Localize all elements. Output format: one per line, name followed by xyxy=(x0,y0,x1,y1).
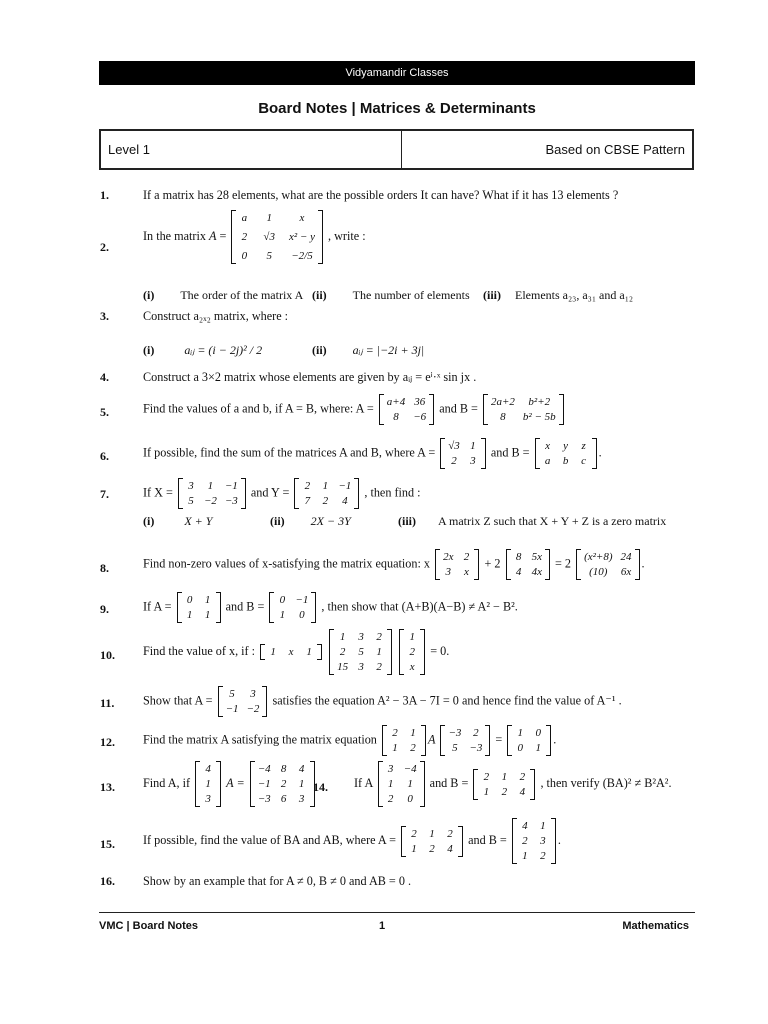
matrix-3: (x²+8) 24 (10) 6x xyxy=(576,549,639,580)
question-number: 7. xyxy=(100,487,109,501)
question-text: Find the matrix A satisfying the matrix equation xyxy=(143,732,377,747)
equals-two: = 2 xyxy=(555,556,572,571)
question-text-cont: satisfies the equation A² − 3A − 7I = 0 and hence find the value of A⁻¹ . xyxy=(272,693,622,708)
question-text-cont: , then verify (BA)² ≠ B²A². xyxy=(540,775,672,790)
footer-subject: Mathematics xyxy=(622,920,689,932)
question-text-and: and B = xyxy=(439,401,478,416)
header-brand-bar xyxy=(99,61,695,85)
matrix-3x3: 1 3 2 2 5 1 15 3 2 xyxy=(329,629,392,675)
question-text-and: and B = xyxy=(468,832,507,847)
matrix-x: 3 1 −1 5 −2 −3 xyxy=(178,478,246,509)
subpart-3-i: (i) aᵢⱼ = (i − 2j)² / 2 xyxy=(143,343,263,357)
question-number: 1. xyxy=(100,188,109,202)
question-text: Show by an example that for A ≠ 0, B ≠ 0 and AB = 0 . xyxy=(143,874,412,888)
matrix-y: 2 1 −1 7 2 4 xyxy=(294,478,359,509)
question-number: 13. xyxy=(100,780,115,794)
question-number: 16. xyxy=(100,874,115,888)
matrix-a: a 1 x 2 √3 x² − y 0 5 −2/5 xyxy=(231,210,323,264)
matrix-2: 8 5x 4 4x xyxy=(506,549,550,580)
question-text-cont: , then find : xyxy=(364,485,421,500)
question-text: If a matrix has 28 elements, what are the possible orders It can have? What if it has 13 elements ? xyxy=(143,188,619,202)
question-number: 3. xyxy=(100,309,109,323)
question-number: 4. xyxy=(100,370,109,384)
matrix-a: 5 3 −1 −2 xyxy=(218,686,268,717)
identity-matrix: 1 0 0 1 xyxy=(507,725,551,756)
question-text: Find the value of x, if : xyxy=(143,643,256,658)
question-text-cont: , then show that (A+B)(A−B) ≠ A² − B². xyxy=(321,599,518,614)
matrix-b: 0 −1 1 0 xyxy=(269,592,316,623)
question-number: 15. xyxy=(100,837,115,851)
question-number: 10. xyxy=(100,648,115,662)
question-text: Find the values of a and b, if A = B, where: A = xyxy=(143,401,374,416)
subpart-7-i: (i) X + Y xyxy=(143,514,213,528)
question-number: 6. xyxy=(100,449,109,463)
question-number: 11. xyxy=(100,696,115,710)
question-number: 9. xyxy=(100,602,109,616)
column-vector: 4 1 3 xyxy=(195,761,221,807)
subpart-3-ii: (ii) aᵢⱼ = |−2i + 3j| xyxy=(312,343,425,357)
matrix-b: 2 1 2 1 2 4 xyxy=(473,769,535,800)
level-box xyxy=(99,129,694,170)
matrix-a: √3 1 2 3 xyxy=(440,438,486,469)
question-text-and: and Y = xyxy=(250,485,290,500)
question-text-and: and B = xyxy=(429,775,469,790)
question-number: 2. xyxy=(100,240,109,254)
question-text-cont: , write : xyxy=(328,228,366,243)
page-title: Board Notes | Matrices & Determinants xyxy=(258,100,536,117)
question-text: Find non-zero values of x-satisfying the matrix equation: x xyxy=(143,556,431,571)
question-text-and: and B = xyxy=(490,445,530,460)
plus-two: + 2 xyxy=(484,556,501,571)
question-text-end: = 0. xyxy=(430,643,450,658)
matrix-a: a+4 36 8 −6 xyxy=(379,394,434,425)
question-text: Construct a₂ₓ₂ matrix, where : xyxy=(143,309,289,323)
question-text: Construct a 3×2 matrix whose elements are given by aᵢⱼ = eⁱ·ˣ sin jx . xyxy=(143,370,477,384)
matrix-a: 2 1 2 1 2 4 xyxy=(401,826,463,857)
matrix-b: 4 1 2 3 1 2 xyxy=(512,818,556,864)
question-text: Show that A = xyxy=(143,693,213,708)
question-number: 8. xyxy=(100,561,109,575)
level-label: Level 1 xyxy=(101,131,402,168)
question-number: 5. xyxy=(100,405,109,419)
matrix-a: 0 1 1 1 xyxy=(177,592,221,623)
page-footer xyxy=(99,912,695,932)
subpart-2-iii: (iii) Elements a₂₃, a₃₁ and a₁₂ xyxy=(483,288,634,302)
column-vector: 1 2 x xyxy=(399,629,425,675)
brand-name: Vidyamandir Classes xyxy=(345,67,449,79)
matrix-1: 2 1 1 2 xyxy=(382,725,426,756)
question-text: Find A, if xyxy=(143,775,191,790)
row-vector: 1 x 1 xyxy=(260,644,322,660)
matrix-a: 3 −4 1 1 2 0 xyxy=(378,761,425,807)
pattern-label: Based on CBSE Pattern xyxy=(545,142,685,157)
matrix-b: x y z a b c xyxy=(535,438,597,469)
page-number: 1 xyxy=(379,920,386,932)
question-number: 14. xyxy=(313,780,328,794)
question-text: If X = xyxy=(143,485,173,500)
matrix-b: 2a+2 b²+2 8 b² − 5b xyxy=(483,394,564,425)
question-text-and: and B = xyxy=(225,599,265,614)
question-number: 12. xyxy=(100,735,115,749)
question-text: If possible, find the sum of the matrices A and B, where A = xyxy=(143,445,436,460)
question-text: If possible, find the value of BA and AB, where A = xyxy=(143,832,396,847)
matrix-2: −3 2 5 −3 xyxy=(440,725,490,756)
subpart-7-ii: (ii) 2X − 3Y xyxy=(270,514,351,528)
subpart-2-i: (i) The order of the matrix A xyxy=(143,288,304,302)
matrix-3x3: −4 8 4 −1 2 1 −3 6 3 xyxy=(250,761,315,807)
matrix-1: 2x 2 3 x xyxy=(435,549,479,580)
footer-left: VMC | Board Notes xyxy=(99,920,199,932)
question-text: In the matrix xyxy=(143,228,209,243)
subpart-2-ii: (ii) The number of elements xyxy=(312,288,470,302)
subpart-7-iii: (iii) A matrix Z such that X + Y + Z is a zero matrix xyxy=(398,514,667,528)
question-text: If A xyxy=(354,775,373,790)
question-text: If A = xyxy=(143,599,172,614)
